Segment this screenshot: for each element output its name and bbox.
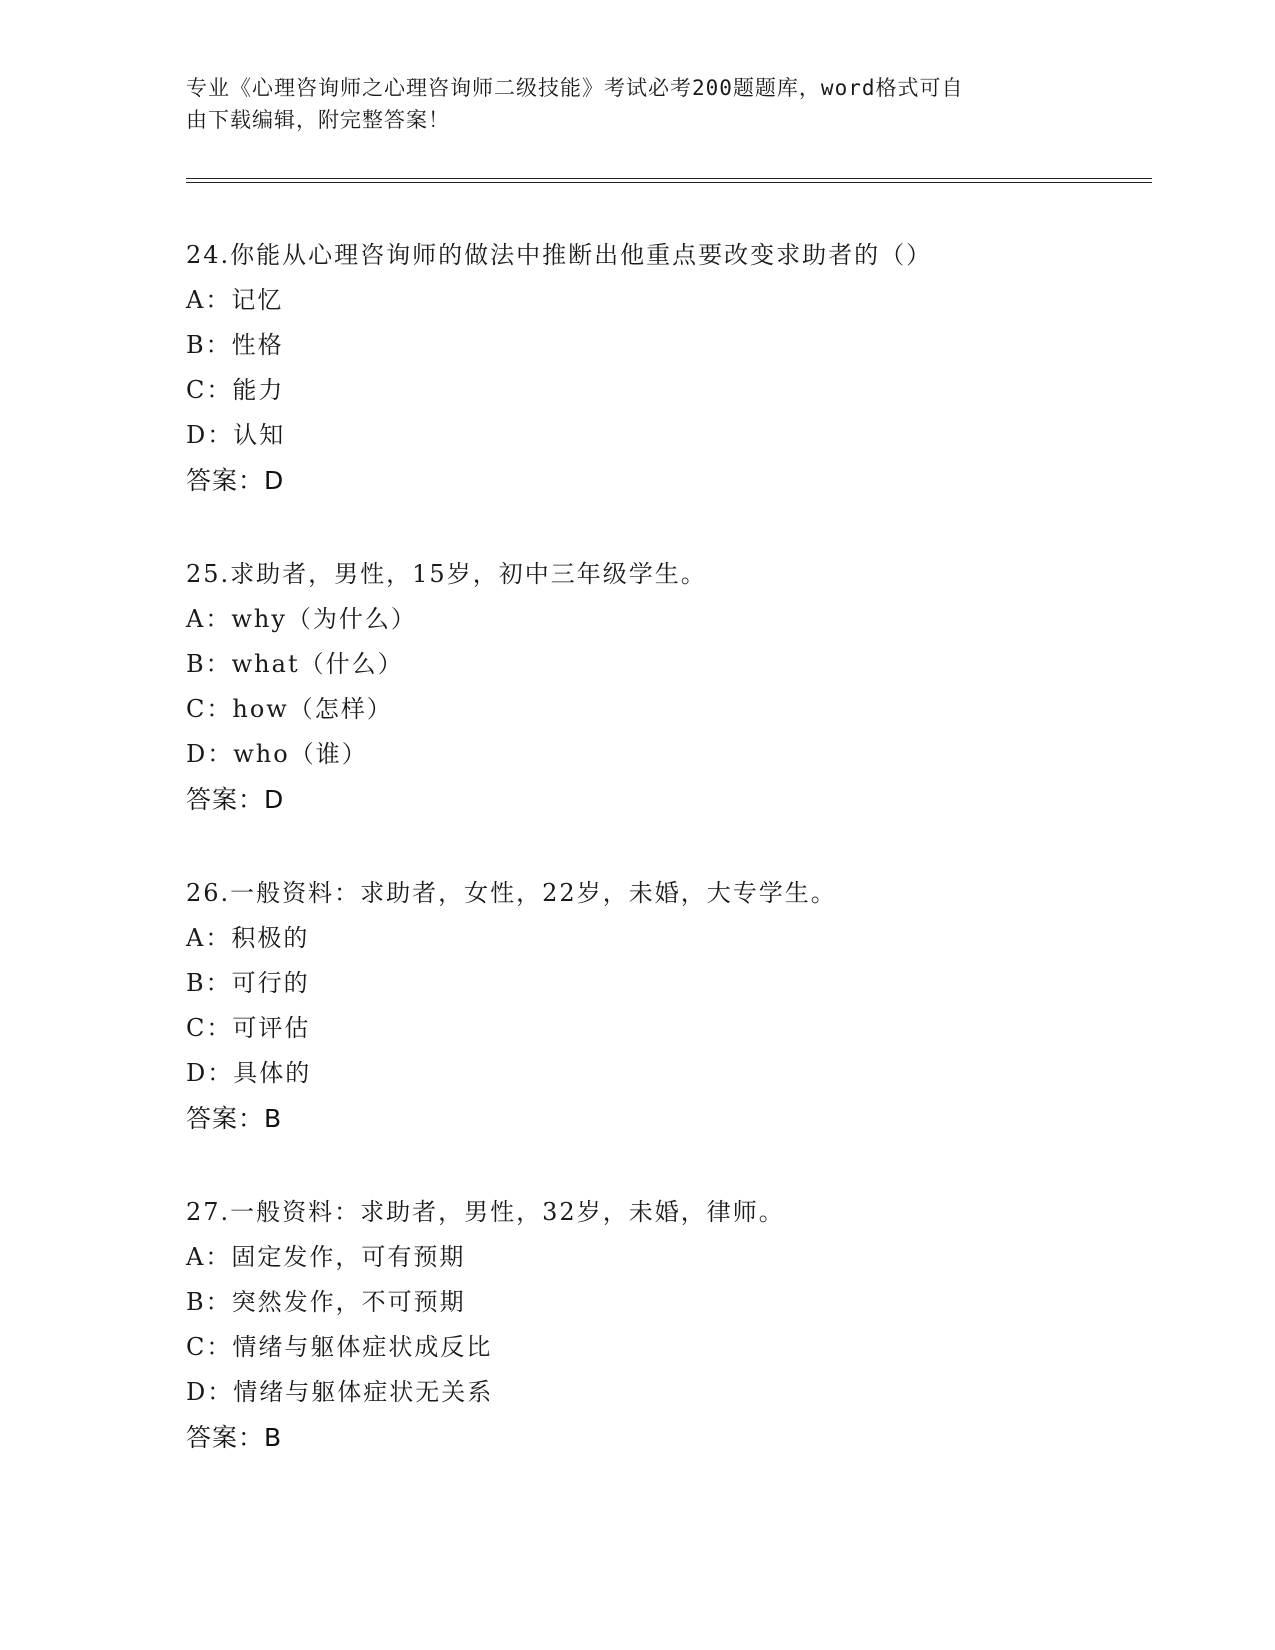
question-26: [186, 871, 1146, 1190]
option-c: C：how（怎样）: [186, 695, 393, 723]
option-d: D：情绪与躯体症状无关系: [186, 1378, 494, 1406]
option-d: D：具体的: [186, 1059, 312, 1087]
answer-line: 答案：B: [186, 1423, 283, 1452]
option-a: A：记忆: [186, 286, 284, 314]
header-divider: [186, 178, 1152, 183]
option-a: A：固定发作，可有预期: [186, 1243, 466, 1271]
answer-line: 答案：D: [186, 785, 285, 814]
question-27: [186, 1190, 1146, 1509]
answer-line: 答案：B: [186, 1104, 283, 1133]
header-line-2: 由下载编辑，附完整答案！: [186, 108, 450, 132]
option-a: A：why（为什么）: [186, 605, 417, 633]
option-d: D：认知: [186, 421, 286, 449]
option-a: A：积极的: [186, 924, 310, 952]
document-header: [186, 72, 1066, 136]
question-stem: 27.一般资料：求助者，男性，32岁，未婚，律师。: [186, 1198, 785, 1226]
question-stem: 25.求助者，男性，15岁，初中三年级学生。: [186, 560, 707, 588]
question-list: [186, 233, 1146, 1509]
option-b: B：性格: [186, 331, 284, 359]
header-line-1: 专业《心理咨询师之心理咨询师二级技能》考试必考200题题库，word格式可自: [186, 76, 964, 100]
option-c: C：能力: [186, 376, 285, 404]
option-d: D：who（谁）: [186, 740, 368, 768]
question-stem: 24.你能从心理咨询师的做法中推断出他重点要改变求助者的（）: [186, 241, 933, 269]
question-24: [186, 233, 1146, 552]
option-c: C：情绪与躯体症状成反比: [186, 1333, 493, 1361]
option-b: B：what（什么）: [186, 650, 404, 678]
option-b: B：突然发作，不可预期: [186, 1288, 466, 1316]
option-b: B：可行的: [186, 969, 310, 997]
answer-line: 答案：D: [186, 466, 285, 495]
question-25: [186, 552, 1146, 871]
option-c: C：可评估: [186, 1014, 311, 1042]
question-stem: 26.一般资料：求助者，女性，22岁，未婚，大专学生。: [186, 879, 837, 907]
